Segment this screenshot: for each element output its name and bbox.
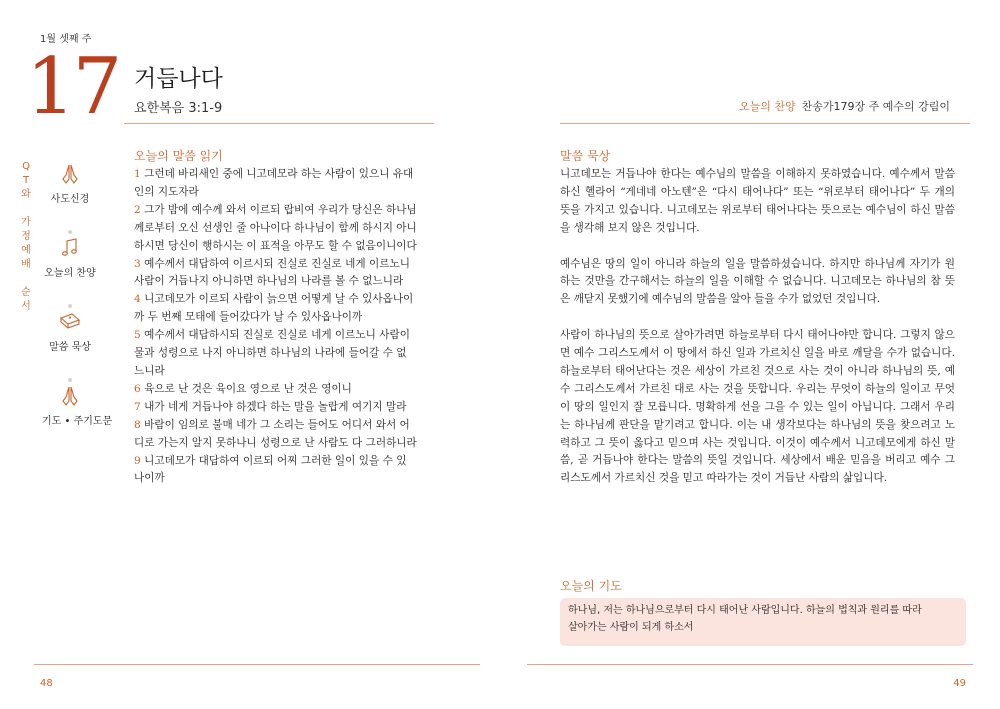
qt-char: 서 xyxy=(21,301,31,312)
meditation-paragraph: 예수님은 땅의 일이 아니라 하늘의 일을 말씀하셨습니다. 하지만 하나님께 자기가 원하는 것만을 간구해서는 하늘의 일을 이해할 수 없습니다. 니고데모는 하나님의 참 뜻은 깨닫지 못했기에 예수님의 말씀을 알아 들을 수가 없었던 것입니다. xyxy=(560,257,955,306)
verse-line xyxy=(134,291,444,309)
prayer-line: 살아가는 사람이 되게 하소서 xyxy=(568,622,694,633)
verse-line xyxy=(134,238,444,256)
verse-text: 사람이 거듭나지 아니하면 하나님의 나라를 볼 수 없느니라 xyxy=(134,275,404,288)
verse-text: 하시면 당신이 행하시는 이 표적을 아무도 할 수 없음이니이다 xyxy=(134,239,417,252)
verse-number: 3 xyxy=(134,257,141,270)
verse-number: 2 xyxy=(134,203,141,216)
verse-line xyxy=(134,399,444,417)
page-number-left: 48 xyxy=(40,678,53,689)
verse-line xyxy=(134,256,444,274)
qt-char: 와 xyxy=(21,189,31,200)
qt-char: T xyxy=(22,175,30,186)
meditation-heading: 말씀 묵상 xyxy=(560,149,611,163)
separator-dot xyxy=(68,378,72,382)
menu-item-label: 말씀 묵상 xyxy=(49,342,91,353)
verse-line xyxy=(134,184,444,202)
qt-char: 정 xyxy=(21,231,31,242)
verse-line xyxy=(134,417,444,435)
verse-text: 그런데 바리새인 중에 니고데모라 하는 사람이 있으니 유대 xyxy=(140,168,414,180)
verse-text: 육으로 난 것은 육이요 영으로 난 것은 영이니 xyxy=(140,382,352,395)
menu-item-creed[interactable] xyxy=(42,162,98,236)
separator-dot xyxy=(68,230,72,234)
verse-text: 디로 가는지 알지 못하나니 성령으로 난 사람도 다 그러하니라 xyxy=(134,436,417,449)
qt-char xyxy=(20,272,32,286)
qt-char: 예 xyxy=(21,245,31,256)
bible-icon xyxy=(58,310,82,334)
verse-line xyxy=(134,453,444,471)
page-title: 거듭나다 xyxy=(134,66,223,92)
hymn-title: 찬송가179장 주 예수의 강림이 xyxy=(801,100,950,113)
verse-number: 4 xyxy=(134,293,141,306)
verse-text: 예수께서 대답하여 이르시되 진실로 진실로 네게 이르노니 xyxy=(140,257,410,270)
hymn-info xyxy=(739,98,950,114)
meditation-paragraph: 사람이 하나님의 뜻으로 살아가려면 하늘로부터 다시 태어나야만 합니다. 그렇지 않으면 예수 그리스도께서 이 땅에서 하신 일과 가르치신 일을 바로 깨달을 수가 없습니다. 하늘로부터 태어난다는 것은 세상이 가르친 것으로 사는 것이 아니라 하나님의 뜻, 예수 그리스도께서 가르친 대로 사는 것을 뜻합니다. 우리는 무엇이 하늘의 일이고 무엇이 땅의 일인지 잘 모릅니다. 명확하게 선을 그을 수 있는 일이 아닙니다. 그래서 우리는 하나님께 판단을 맡기려고 합니다. 이는 내 생각보다는 하나님의 뜻을 찾으려고 노력하고 그 뜻이 옳다고 믿으며 사는 것입니다. 이것이 예수께서 니고데모에게 하신 말씀, 곧 거듭나야 한다는 말씀의 뜻일 것입니다. 세상에서 배운 믿음을 버리고 예수 그리스도께서 가르치신 것을 믿고 따라가는 것이 거듭난 사람의 삶입니다. xyxy=(560,329,955,485)
music-note-icon xyxy=(58,236,82,260)
verse-text: 나이까 xyxy=(134,472,165,485)
verse-text: 께로부터 오신 선생인 줄 아나이다 하나님이 함께 하시지 아니 xyxy=(134,221,417,234)
verse-text: 그가 밤에 예수께 와서 이르되 랍비여 우리가 당신은 하나님 xyxy=(140,203,417,216)
verse-line xyxy=(134,435,444,453)
verse-line xyxy=(134,220,444,238)
verse-text: 내가 네게 거듭나야 하겠다 하는 말을 놀랍게 여기지 말라 xyxy=(140,400,407,413)
menu-item-prayer[interactable] xyxy=(42,384,113,458)
verse-line xyxy=(134,327,444,345)
verse-text: 예수께서 대답하시되 진실로 진실로 네게 이르노니 사람이 xyxy=(140,329,410,342)
prayer-line: 하나님, 저는 하나님으로부터 다시 태어난 사람입니다. 하늘의 법칙과 원리를 따라 xyxy=(568,605,922,616)
qt-char: Q xyxy=(22,161,30,172)
meditation-paragraph: 니고데모는 거듭나야 한다는 예수님의 말씀을 이해하지 못하였습니다. 예수께서 말씀하신 헬라어 “게네네 아노텐”은 “다시 태어나다” 또는 “위로부터 태어나다” 두 개의 뜻을 가지고 있습니다. 니고데모는 위로부터 태어나다는 뜻으로는 예수님이 하신 말씀을 생각해 보지 않은 것입니다. xyxy=(560,168,955,234)
verse-text: 인의 지도자라 xyxy=(134,185,199,198)
verse-text: 니고데모가 대답하여 이르되 어찌 그러한 일이 있을 수 있 xyxy=(140,454,407,467)
verse-text: 까 두 번째 모태에 들어갔다가 날 수 있사옵나이까 xyxy=(134,311,363,324)
qt-char: 배 xyxy=(21,259,31,270)
qt-vertical-label xyxy=(20,160,32,314)
scripture-text xyxy=(134,166,444,488)
header-rule-left xyxy=(124,123,434,124)
praying-hands-icon xyxy=(58,162,82,186)
page-number-right: 49 xyxy=(953,678,966,689)
verse-line xyxy=(134,381,444,399)
menu-item-label: 오늘의 찬양 xyxy=(44,268,96,279)
separator-dot xyxy=(68,304,72,308)
praying-hands-icon xyxy=(58,384,82,408)
verse-line xyxy=(134,345,444,363)
qt-char: 순 xyxy=(21,287,31,298)
verse-number: 9 xyxy=(134,454,141,467)
verse-number: 8 xyxy=(134,418,141,431)
prayer-heading: 오늘의 기도 xyxy=(560,579,622,593)
menu-item-label: 사도신경 xyxy=(50,194,90,205)
verse-line xyxy=(134,273,444,291)
verse-number: 5 xyxy=(134,329,141,342)
verse-text: 바람이 임의로 불매 네가 그 소리는 들어도 어디서 와서 어 xyxy=(140,418,410,431)
verse-text: 느니라 xyxy=(134,364,165,377)
scripture-passage: 요한복음 3:1-9 xyxy=(134,101,223,116)
footer-rule-left xyxy=(34,664,480,665)
hymn-label: 오늘의 찬양 xyxy=(738,100,796,113)
verse-line xyxy=(134,202,444,220)
verse-line xyxy=(134,363,444,381)
verse-number: 7 xyxy=(134,400,141,413)
verse-text: 물과 성령으로 나지 아니하면 하나님의 나라에 들어갈 수 없 xyxy=(134,347,407,360)
day-number: 17 xyxy=(26,42,120,132)
meditation-text xyxy=(560,166,955,506)
verse-number: 1 xyxy=(134,168,141,180)
reading-heading: 오늘의 말씀 읽기 xyxy=(134,149,223,163)
verse-line xyxy=(134,166,444,184)
verse-text: 니고데모가 이르되 사람이 늙으면 어떻게 날 수 있사옵나이 xyxy=(140,293,414,306)
verse-number: 6 xyxy=(134,382,141,395)
verse-line xyxy=(134,309,444,327)
week-label: 1월 셋째 주 xyxy=(40,34,92,45)
footer-rule-right xyxy=(527,664,973,665)
verse-line xyxy=(134,470,444,488)
menu-item-meditation[interactable] xyxy=(42,310,98,384)
qt-char xyxy=(20,202,32,216)
menu-item-label: 기도 • 주기도문 xyxy=(42,416,113,427)
menu-item-hymn[interactable] xyxy=(42,236,98,310)
worship-order-menu xyxy=(42,162,113,458)
qt-char: 가 xyxy=(21,217,31,228)
header-rule-right xyxy=(560,123,970,124)
prayer-box xyxy=(560,598,966,646)
